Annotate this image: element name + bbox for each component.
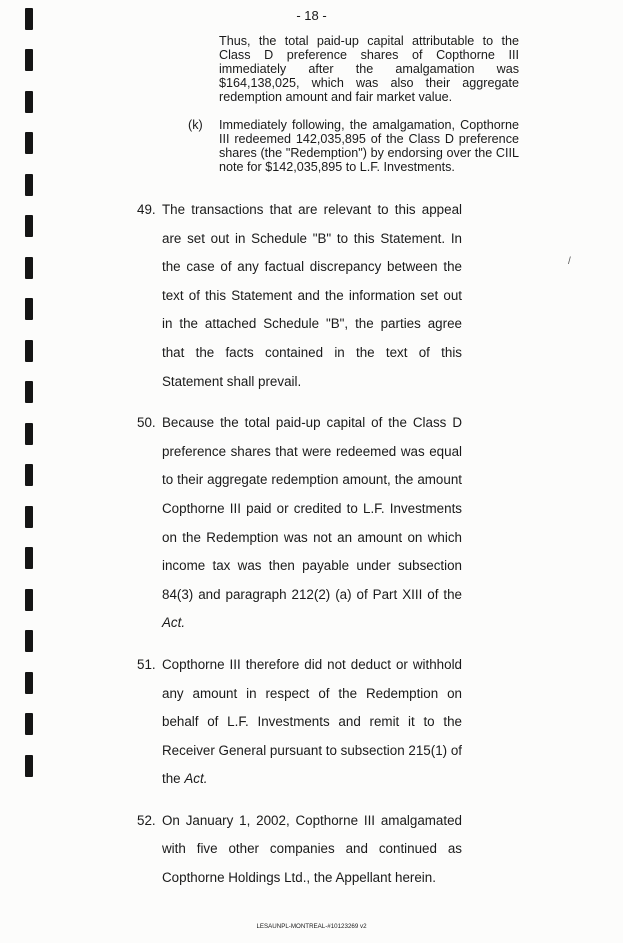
continuation-block xyxy=(219,34,519,104)
paragraph-51 xyxy=(137,651,462,794)
paragraph-number: 52. xyxy=(137,812,156,828)
act-reference: Act. xyxy=(184,771,208,787)
subparagraph-k xyxy=(188,118,519,174)
page-number: - 18 - xyxy=(296,8,327,23)
paragraph-text xyxy=(162,409,462,638)
paragraph-52 xyxy=(137,807,462,893)
paragraph-text: The transactions that are relevant to this appeal are set out in Schedule "B" to this Statement. In the case of any factual discrepancy between the text of this Statement and the information set out in the attached Schedule "B", the parties agree that the facts contained in the text of this Statement shall prevail. xyxy=(162,202,462,389)
stray-mark: / xyxy=(568,256,571,267)
subparagraph-k-text: Immediately following, the amalgamation, Copthorne III redeemed 142,035,895 of the Class D preference shares (the "Redemption") by endorsing over the CIIL note for $142,035,895 to L.F. Investments. xyxy=(219,118,519,174)
paragraph-text: On January 1, 2002, Copthorne III amalgamated with five other companies and continued as Copthorne Holdings Ltd., the Appellant herein. xyxy=(162,812,462,886)
subparagraph-label: (k) xyxy=(188,118,203,132)
paragraph-body: Because the total paid-up capital of the Class D preference shares that were redeemed was equal to their aggregate redemption amount, the amount Copthorne III paid or credited to L.F. Investments on the Redemption was not an amount on which income tax was then payable under subsection 84(3) and paragraph 212(2) (a) of Part XIII of the xyxy=(162,415,462,602)
paragraph-number: 51. xyxy=(137,656,156,672)
paragraph-body: Copthorne III therefore did not deduct or withhold any amount in respect of the Redemption on behalf of L.F. Investments and remit it to the Receiver General pursuant to subsection 215(1) of the xyxy=(162,656,462,787)
paragraph-text xyxy=(162,651,462,794)
paragraph-49 xyxy=(137,196,462,396)
act-reference: Act. xyxy=(162,615,186,631)
document-footer-reference: LESAUNPL-MONTREAL-#10123269 v2 xyxy=(256,922,367,930)
paragraph-50 xyxy=(137,409,462,638)
paragraph-number: 50. xyxy=(137,415,156,431)
continuation-text: Thus, the total paid-up capital attributable to the Class D preference shares of Copthorne III immediately after the amalgamation was $164,138,025, which was also their aggregate redemption amount and fair market value. xyxy=(219,34,519,104)
paragraph-number: 49. xyxy=(137,202,156,217)
